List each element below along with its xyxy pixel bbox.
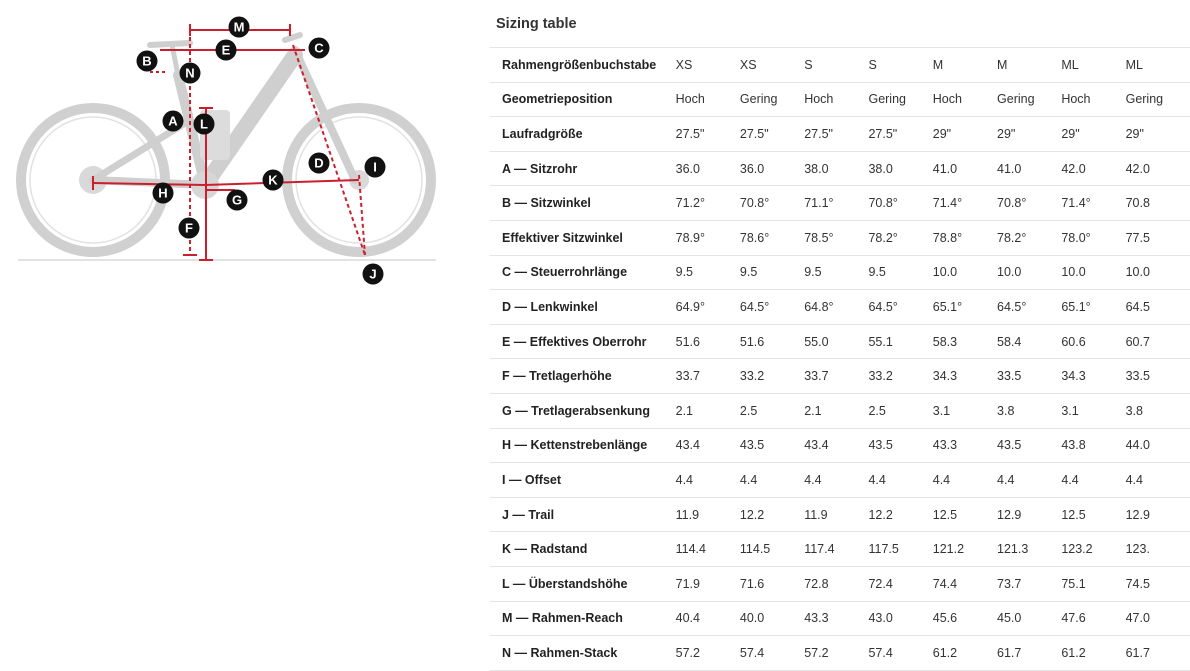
badge-b [137, 51, 158, 72]
table-cell: 40.4 [676, 601, 740, 636]
table-cell: 9.5 [676, 255, 740, 290]
row-label: E — Effektives Oberrohr [490, 324, 676, 359]
table-cell: 2.5 [868, 393, 932, 428]
table-cell: 2.1 [676, 393, 740, 428]
row-label: Effektiver Sitzwinkel [490, 220, 676, 255]
table-cell: 45.0 [997, 601, 1061, 636]
table-row [490, 428, 1190, 463]
table-cell: 12.5 [933, 497, 997, 532]
table-cell: 78.9° [676, 220, 740, 255]
table-cell: 71.4° [933, 186, 997, 221]
badge-j [363, 264, 384, 285]
table-cell: 41.0 [933, 151, 997, 186]
table-cell: 4.4 [933, 463, 997, 498]
table-cell: 40.0 [740, 601, 804, 636]
table-cell: 33.7 [804, 359, 868, 394]
table-cell: 78.0° [1061, 220, 1125, 255]
table-cell: 72.4 [868, 566, 932, 601]
badge-label: B [142, 53, 152, 69]
table-cell: 64.5° [868, 290, 932, 325]
table-cell: Hoch [804, 82, 868, 117]
table-row [490, 220, 1190, 255]
table-cell: 4.4 [804, 463, 868, 498]
table-row [490, 290, 1190, 325]
table-cell: 9.5 [804, 255, 868, 290]
badge-label: K [268, 172, 278, 188]
table-row [490, 601, 1190, 636]
badge-e [216, 40, 237, 61]
table-row [490, 532, 1190, 567]
table-cell: ML [1126, 48, 1190, 83]
geometry-diagram [0, 0, 450, 300]
table-row [490, 463, 1190, 498]
table-cell: 27.5" [804, 117, 868, 152]
row-label: A — Sitzrohr [490, 151, 676, 186]
table-cell: 70.8° [868, 186, 932, 221]
table-cell: 71.9 [676, 566, 740, 601]
table-cell: 45.6 [933, 601, 997, 636]
table-cell: 117.4 [804, 532, 868, 567]
row-label: M — Rahmen-Reach [490, 601, 676, 636]
table-cell: 38.0 [868, 151, 932, 186]
table-cell: 12.2 [868, 497, 932, 532]
table-cell: 43.5 [740, 428, 804, 463]
table-cell: 12.9 [1126, 497, 1190, 532]
table-cell: 4.4 [868, 463, 932, 498]
table-cell: 10.0 [933, 255, 997, 290]
table-cell: 10.0 [997, 255, 1061, 290]
table-row [490, 48, 1190, 83]
table-cell: 33.7 [676, 359, 740, 394]
table-cell: 65.1° [933, 290, 997, 325]
table-cell: 71.6 [740, 566, 804, 601]
table-row [490, 186, 1190, 221]
table-cell: 71.2° [676, 186, 740, 221]
table-row [490, 393, 1190, 428]
table-cell: 11.9 [676, 497, 740, 532]
table-cell: 60.6 [1061, 324, 1125, 359]
table-cell: 12.5 [1061, 497, 1125, 532]
table-row [490, 151, 1190, 186]
badge-a [163, 111, 184, 132]
table-cell: 61.2 [933, 636, 997, 671]
table-cell: 117.5 [868, 532, 932, 567]
table-cell: 33.5 [1126, 359, 1190, 394]
table-cell: 29" [997, 117, 1061, 152]
table-row [490, 324, 1190, 359]
table-cell: 74.4 [933, 566, 997, 601]
table-cell: 78.2° [868, 220, 932, 255]
table-cell: 61.2 [1061, 636, 1125, 671]
badge-k [263, 170, 284, 191]
table-cell: 3.8 [1126, 393, 1190, 428]
table-cell: 29" [933, 117, 997, 152]
table-cell: 55.1 [868, 324, 932, 359]
table-cell: 65.1° [1061, 290, 1125, 325]
table-cell: XS [740, 48, 804, 83]
badge-label: F [185, 220, 193, 236]
table-cell: Hoch [676, 82, 740, 117]
sizing-table-title: Sizing table [496, 16, 577, 32]
row-label: B — Sitzwinkel [490, 186, 676, 221]
table-cell: 71.1° [804, 186, 868, 221]
table-cell: 70.8° [740, 186, 804, 221]
row-label: N — Rahmen-Stack [490, 636, 676, 671]
table-cell: 75.1 [1061, 566, 1125, 601]
row-label: F — Tretlagerhöhe [490, 359, 676, 394]
badge-d [309, 153, 330, 174]
table-cell: 61.7 [997, 636, 1061, 671]
table-cell: 57.4 [740, 636, 804, 671]
table-cell: Gering [740, 82, 804, 117]
table-cell: 3.1 [1061, 393, 1125, 428]
table-cell: 114.5 [740, 532, 804, 567]
table-cell: Hoch [933, 82, 997, 117]
table-cell: 36.0 [676, 151, 740, 186]
table-cell: 43.4 [804, 428, 868, 463]
table-cell: 43.4 [676, 428, 740, 463]
row-label: G — Tretlagerabsenkung [490, 393, 676, 428]
row-label: J — Trail [490, 497, 676, 532]
table-cell: 4.4 [1126, 463, 1190, 498]
table-cell: 47.6 [1061, 601, 1125, 636]
table-cell: ML [1061, 48, 1125, 83]
table-cell: 33.5 [997, 359, 1061, 394]
table-cell: 70.8° [997, 186, 1061, 221]
table-cell: 57.2 [676, 636, 740, 671]
table-cell: Gering [1126, 82, 1190, 117]
table-cell: 74.5 [1126, 566, 1190, 601]
table-cell: 29" [1126, 117, 1190, 152]
row-label: Laufradgröße [490, 117, 676, 152]
table-row [490, 566, 1190, 601]
table-cell: 11.9 [804, 497, 868, 532]
badge-h [153, 183, 174, 204]
table-cell: 70.8 [1126, 186, 1190, 221]
badge-i [365, 157, 386, 178]
table-cell: 4.4 [676, 463, 740, 498]
badge-label: E [221, 42, 231, 58]
sizing-table [490, 47, 1190, 671]
badge-label: J [369, 266, 377, 282]
table-cell: 36.0 [740, 151, 804, 186]
badge-label: G [231, 192, 243, 208]
table-cell: S [868, 48, 932, 83]
table-cell: 51.6 [676, 324, 740, 359]
table-cell: 64.8° [804, 290, 868, 325]
table-cell: 78.5° [804, 220, 868, 255]
table-cell: 12.9 [997, 497, 1061, 532]
row-label: I — Offset [490, 463, 676, 498]
table-cell: 12.2 [740, 497, 804, 532]
table-row [490, 359, 1190, 394]
table-cell: 10.0 [1126, 255, 1190, 290]
row-label: Rahmengrößenbuchstabe [490, 48, 676, 83]
table-row [490, 497, 1190, 532]
badge-c [309, 38, 330, 59]
badge-g [227, 190, 248, 211]
bike-illustration [0, 0, 450, 300]
table-cell: 3.1 [933, 393, 997, 428]
table-cell: 114.4 [676, 532, 740, 567]
table-cell: 58.3 [933, 324, 997, 359]
table-cell: 58.4 [997, 324, 1061, 359]
table-cell: 34.3 [933, 359, 997, 394]
row-label: K — Radstand [490, 532, 676, 567]
table-cell: 64.5° [740, 290, 804, 325]
table-cell: 41.0 [997, 151, 1061, 186]
table-cell: 2.1 [804, 393, 868, 428]
table-cell: 78.8° [933, 220, 997, 255]
table-cell: 51.6 [740, 324, 804, 359]
table-cell: 3.8 [997, 393, 1061, 428]
row-label: H — Kettenstrebenlänge [490, 428, 676, 463]
table-cell: 57.2 [804, 636, 868, 671]
table-cell: Gering [997, 82, 1061, 117]
table-cell: 64.5 [1126, 290, 1190, 325]
table-cell: 71.4° [1061, 186, 1125, 221]
table-row [490, 255, 1190, 290]
table-cell: 33.2 [868, 359, 932, 394]
table-cell: Hoch [1061, 82, 1125, 117]
table-row [490, 82, 1190, 117]
row-label: Geometrieposition [490, 82, 676, 117]
badge-label: M [233, 19, 245, 35]
table-cell: 9.5 [868, 255, 932, 290]
table-cell: 121.2 [933, 532, 997, 567]
row-label: C — Steuerrohrlänge [490, 255, 676, 290]
table-cell: 43.3 [804, 601, 868, 636]
table-cell: 43.0 [868, 601, 932, 636]
table-cell: 33.2 [740, 359, 804, 394]
badge-m [229, 17, 250, 38]
table-cell: 123.2 [1061, 532, 1125, 567]
badge-l [194, 114, 215, 135]
table-cell: M [997, 48, 1061, 83]
table-cell: 10.0 [1061, 255, 1125, 290]
row-label: D — Lenkwinkel [490, 290, 676, 325]
table-cell: XS [676, 48, 740, 83]
badge-label: N [185, 65, 195, 81]
table-row [490, 117, 1190, 152]
badge-label: D [314, 155, 324, 171]
table-row [490, 636, 1190, 671]
table-cell: 27.5" [676, 117, 740, 152]
badge-label: H [158, 185, 168, 201]
table-cell: Gering [868, 82, 932, 117]
table-cell: 73.7 [997, 566, 1061, 601]
table-cell: 38.0 [804, 151, 868, 186]
badge-label: C [314, 40, 324, 56]
table-cell: 34.3 [1061, 359, 1125, 394]
table-cell: 57.4 [868, 636, 932, 671]
table-cell: 64.9° [676, 290, 740, 325]
table-cell: 42.0 [1061, 151, 1125, 186]
table-cell: 72.8 [804, 566, 868, 601]
table-cell: S [804, 48, 868, 83]
table-cell: 78.6° [740, 220, 804, 255]
table-cell: 44.0 [1126, 428, 1190, 463]
table-cell: 4.4 [740, 463, 804, 498]
table-cell: 121.3 [997, 532, 1061, 567]
row-label: L — Überstandshöhe [490, 566, 676, 601]
sizing-table-scroll[interactable] [490, 47, 1190, 671]
badge-label: I [373, 159, 377, 175]
table-cell: 43.3 [933, 428, 997, 463]
table-cell: 55.0 [804, 324, 868, 359]
table-cell: 64.5° [997, 290, 1061, 325]
table-cell: 27.5" [740, 117, 804, 152]
table-cell: 43.8 [1061, 428, 1125, 463]
table-cell: 60.7 [1126, 324, 1190, 359]
table-cell: 29" [1061, 117, 1125, 152]
table-cell: 78.2° [997, 220, 1061, 255]
badge-label: L [200, 116, 208, 132]
sizing-panel [490, 0, 1164, 667]
badge-n [180, 63, 201, 84]
table-cell: 4.4 [1061, 463, 1125, 498]
table-cell: 2.5 [740, 393, 804, 428]
badge-label: A [168, 113, 178, 129]
table-cell: 47.0 [1126, 601, 1190, 636]
table-cell: 43.5 [997, 428, 1061, 463]
table-cell: 9.5 [740, 255, 804, 290]
table-cell: M [933, 48, 997, 83]
table-cell: 61.7 [1126, 636, 1190, 671]
table-cell: 43.5 [868, 428, 932, 463]
table-cell: 123. [1126, 532, 1190, 567]
table-cell: 27.5" [868, 117, 932, 152]
table-cell: 42.0 [1126, 151, 1190, 186]
table-cell: 4.4 [997, 463, 1061, 498]
badge-f [179, 218, 200, 239]
table-cell: 77.5 [1126, 220, 1190, 255]
